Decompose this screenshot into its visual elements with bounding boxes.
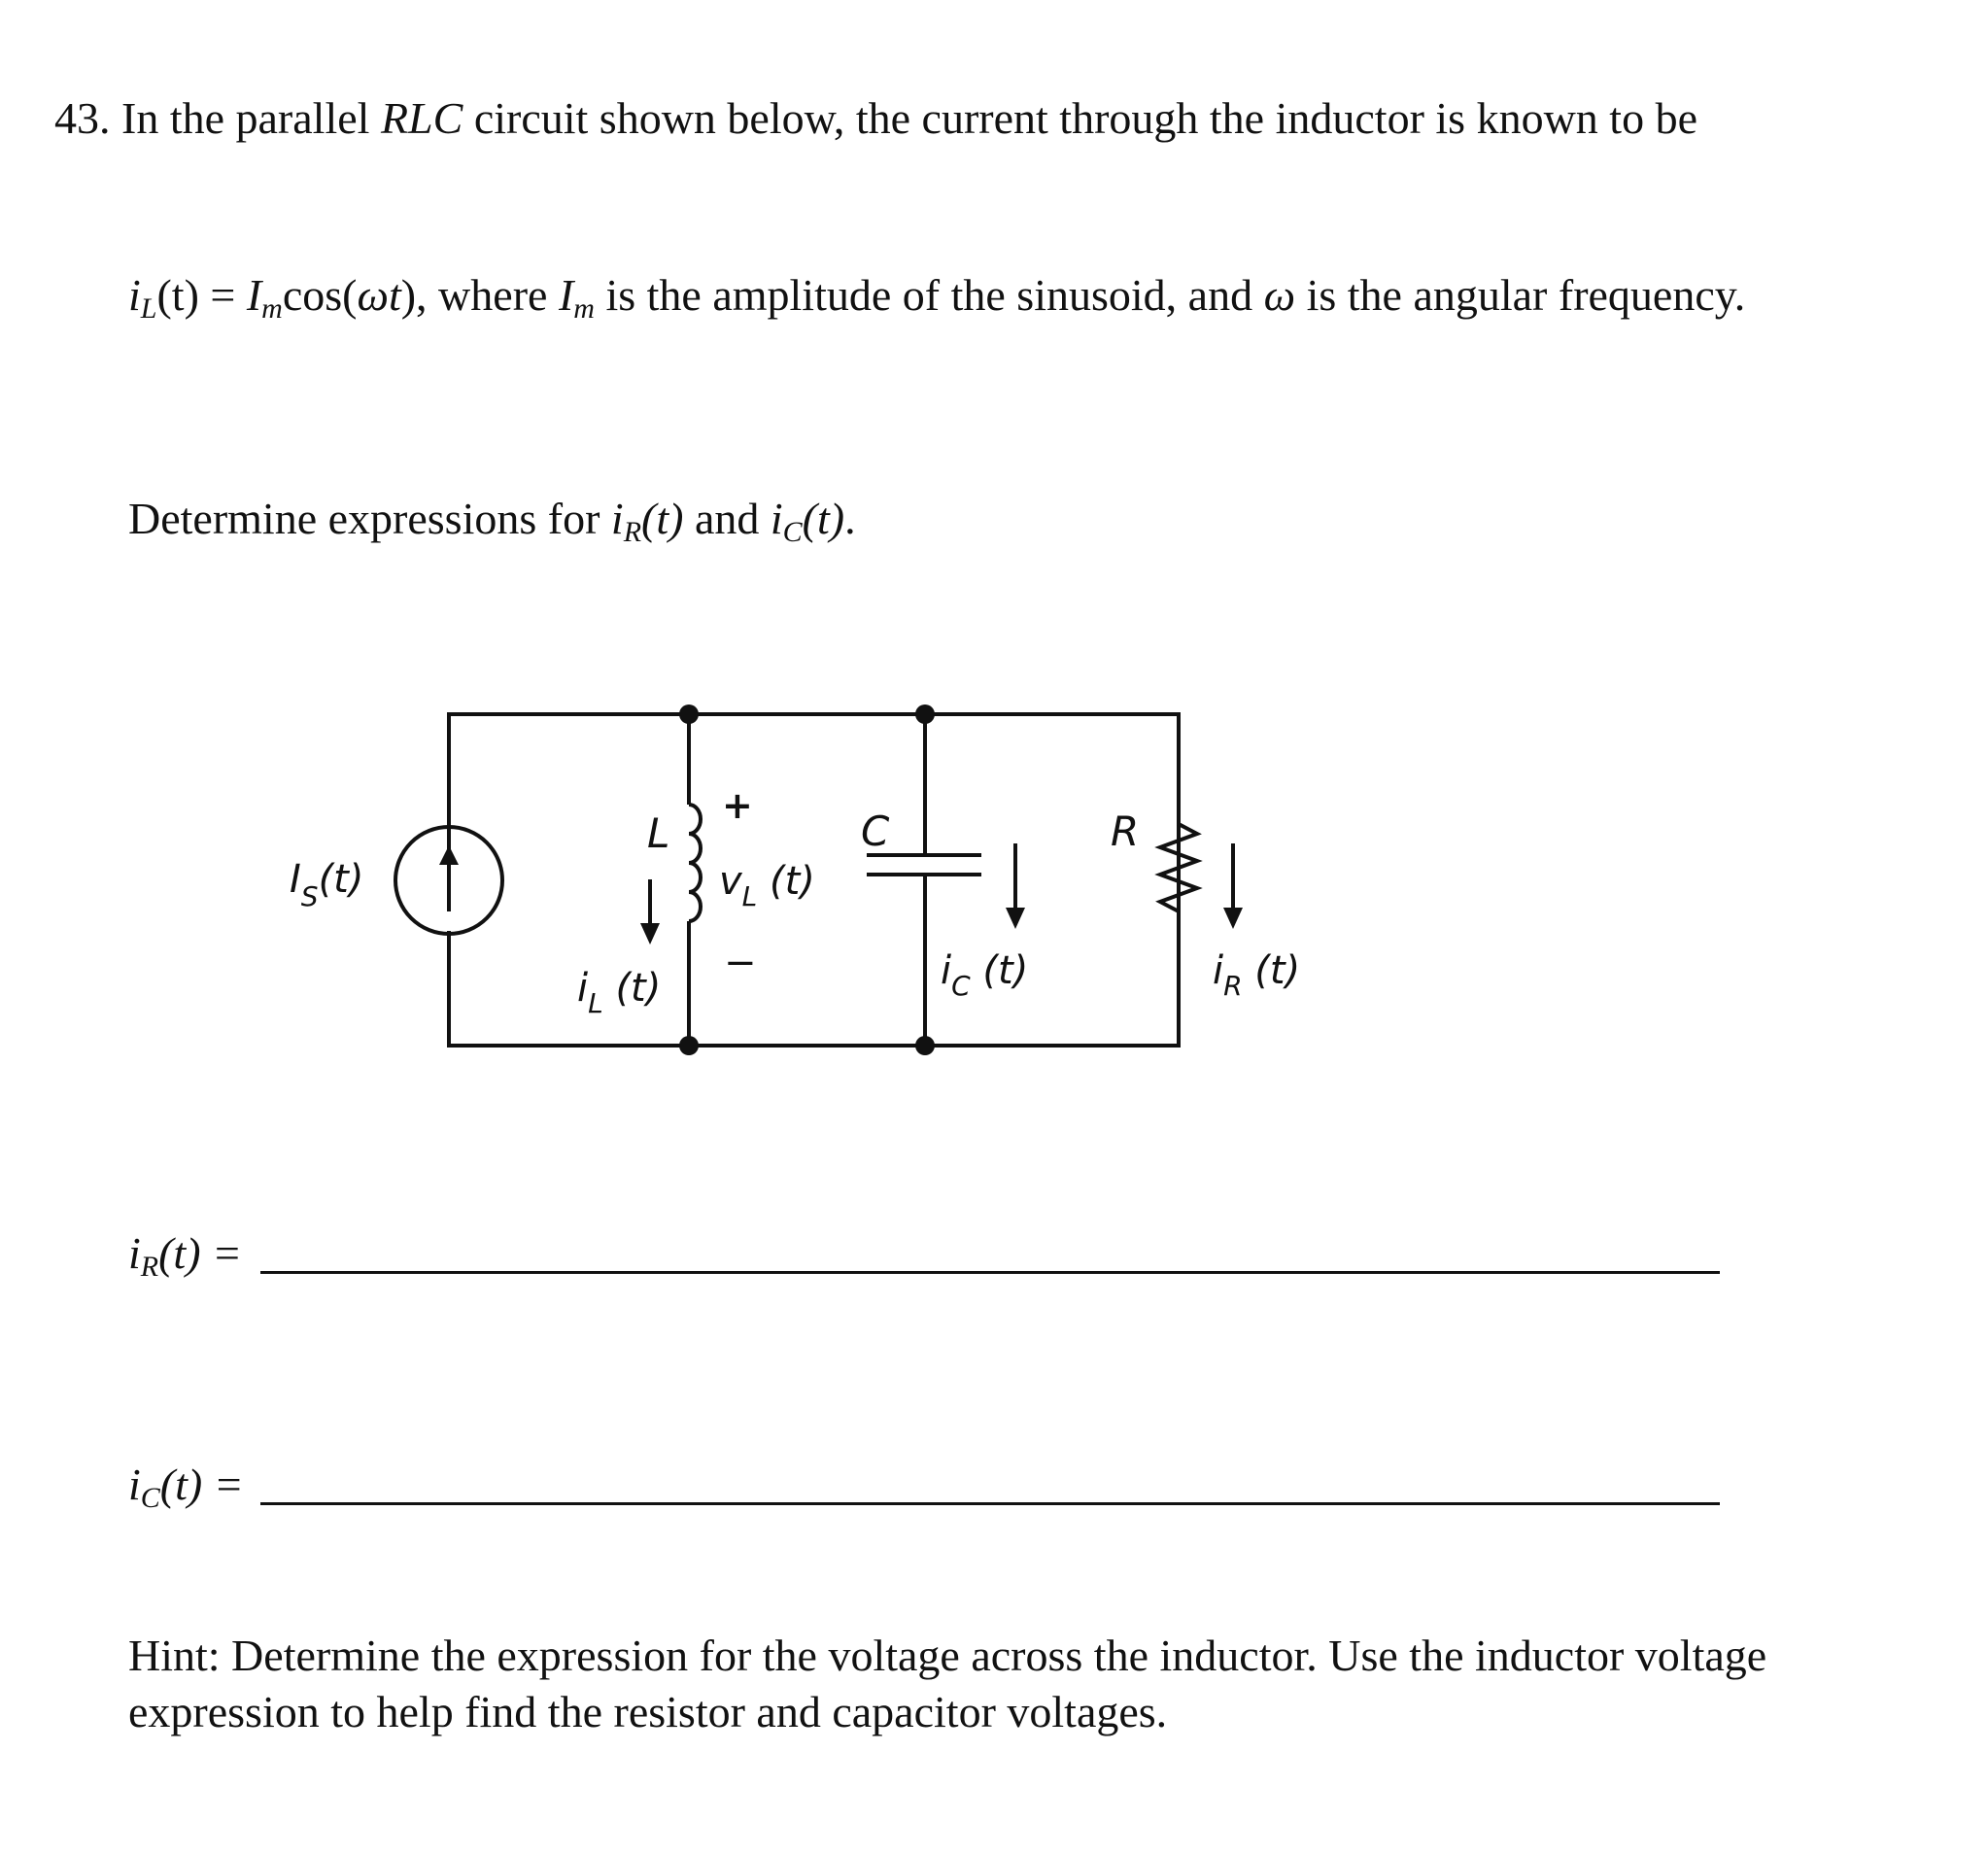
amplitude-text: is the amplitude of the sinusoid, and bbox=[594, 270, 1264, 320]
il-label: $i_L$ (t) bbox=[577, 966, 662, 1019]
im-sub: m bbox=[261, 292, 283, 325]
ans-ir-symbol: i bbox=[128, 1228, 141, 1278]
ir-sub: R bbox=[623, 516, 642, 548]
arrowheads bbox=[439, 845, 1243, 945]
ir-arrowhead-icon bbox=[1223, 908, 1243, 929]
junction-dot bbox=[679, 704, 699, 724]
ir-symbol: i bbox=[610, 494, 624, 543]
ans-ic-sub: C bbox=[140, 1482, 160, 1514]
ic-sub: C bbox=[782, 516, 803, 548]
where-text: ), where bbox=[400, 270, 559, 320]
il-arg: (t) = bbox=[156, 270, 247, 320]
hint-line-1: Hint: Determine the expression for the voltage across the inductor. Use the inductor voltage bbox=[128, 1631, 1767, 1680]
il-symbol: i bbox=[128, 270, 141, 320]
vl-label: $v_L$ (t) bbox=[719, 859, 815, 912]
im-symbol: I bbox=[246, 270, 262, 320]
ans-ic-rest: (t) = bbox=[159, 1460, 244, 1509]
im-symbol-2: I bbox=[558, 270, 574, 320]
omega-symbol: ω bbox=[1263, 270, 1296, 320]
il-arrowhead-icon bbox=[640, 923, 660, 945]
plus-sign: + bbox=[722, 784, 753, 827]
inductor-coil bbox=[689, 805, 701, 921]
junction-dot bbox=[915, 1036, 935, 1055]
determine-text: Determine expressions for bbox=[128, 494, 611, 543]
source-label: $I_S(t)$ bbox=[290, 857, 364, 912]
cos-fn: cos( bbox=[282, 270, 358, 320]
ir-label: $i_R$ (t) bbox=[1213, 948, 1301, 1002]
junction-dot bbox=[679, 1036, 699, 1055]
answer-ir-blank[interactable] bbox=[260, 1271, 1720, 1274]
omega-t: ωt bbox=[357, 270, 401, 320]
ans-ir-sub: R bbox=[140, 1251, 159, 1283]
il-sub: L bbox=[140, 292, 157, 325]
rlc-term: RLC bbox=[380, 93, 463, 143]
im-sub-2: m bbox=[573, 292, 595, 325]
question-text-cont: circuit shown below, the current through the inductor is known to be bbox=[463, 93, 1697, 143]
period: . bbox=[844, 494, 856, 543]
answer-ir-label bbox=[128, 1226, 242, 1294]
ir-arg: (t) bbox=[641, 494, 684, 543]
ans-ir-rest: (t) = bbox=[158, 1228, 243, 1278]
ic-label: $i_C$ (t) bbox=[941, 948, 1029, 1002]
answer-ic-label bbox=[128, 1458, 244, 1526]
source-arrow-icon bbox=[439, 845, 459, 865]
minus-sign: − bbox=[724, 941, 757, 985]
capacitor-label: C bbox=[861, 807, 890, 855]
question-number: 43. bbox=[54, 93, 111, 143]
question-text: In the parallel bbox=[121, 93, 381, 143]
ic-arrowhead-icon bbox=[1006, 908, 1025, 929]
frequency-text: is the angular frequency. bbox=[1295, 270, 1746, 320]
ic-symbol: i bbox=[770, 494, 783, 543]
answer-ic-blank[interactable] bbox=[260, 1502, 1720, 1505]
and-text: and bbox=[683, 494, 771, 543]
junction-dot bbox=[915, 704, 935, 724]
hint-line-2: expression to help find the resistor and capacitor voltages. bbox=[128, 1687, 1168, 1736]
inductor-label: L bbox=[647, 809, 670, 857]
ic-arg: (t) bbox=[802, 494, 845, 543]
resistor-label: R bbox=[1111, 807, 1140, 855]
ans-ic-symbol: i bbox=[128, 1460, 141, 1509]
